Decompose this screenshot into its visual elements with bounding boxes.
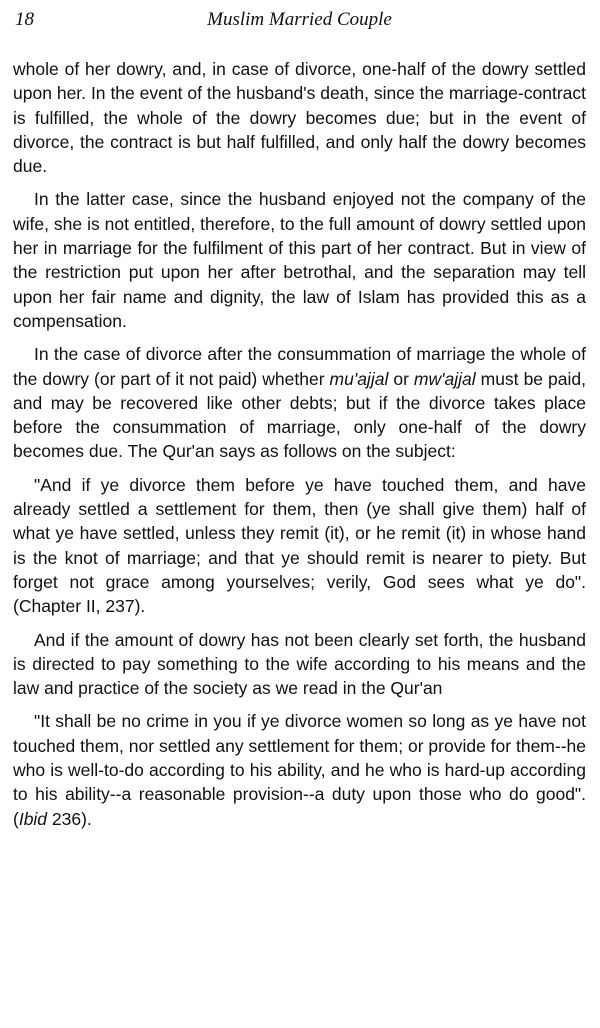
term-mwajjal: mw'ajjal (413, 368, 476, 389)
paragraph-text: whole of her dowry, and, in case of divorce, one-half of the dowry settled upon her. In the event of the husband's death, since the marriage-contract is fulfilled, the whole of the dowry becomes due; but in the event of divorce, the contract is but half fulfilled, and only half the dowry becomes due. (13, 59, 586, 177)
quote-ibid-236 (13, 709, 586, 830)
quote-text: 236). (47, 808, 92, 829)
paragraph-latter-case (13, 187, 586, 333)
running-title: Muslim Married Couple (207, 9, 392, 30)
paragraph-text: In the latter case, since the husband enjoyed not the company of the wife, she is not entitled, therefore, to the full amount of dowry settled upon her in marriage for the fulfilment of this part of her contract. But in view of the restriction put upon her after betrothal, and the separation may tell upon her fair name and dignity, the law of Islam has provided this as a compensation. (13, 189, 586, 331)
body-text (13, 57, 586, 831)
paragraph-text: And if the amount of dowry has not been clearly set forth, the husband is directed to pay something to the wife according to his means and the law and practice of the society as we read in the Qur'an (13, 629, 586, 699)
citation-ibid: Ibid (18, 808, 48, 829)
page-number: 18 (15, 9, 34, 30)
paragraph-divorce-after-consummation (13, 342, 586, 463)
paragraph-unspecified-dowry (13, 628, 586, 701)
quote-chapter-ii-237 (13, 473, 586, 619)
paragraph-text: or (388, 368, 414, 389)
running-head (13, 0, 586, 40)
paragraph-text: In the case of divorce after the consummation of marriage the whole of the dowry (or part of it not paid) whether (13, 344, 586, 389)
paragraph-text: must be paid, and may be recovered like other debts; but if the divorce takes place before the consummation of marriage, only one-half of the dowry becomes due. The Qur'an says as follows on the subject: (13, 368, 586, 462)
quote-text: "And if ye divorce them before ye have touched them, and have already settled a settlement for them, then (ye shall give them) half of what ye have settled, unless they remit (it), or he remit (it) in whose hand is the knot of marriage; and that ye should remit is nearer to piety. But forget not grace among yourselves; verily, God sees what ye do". (Chapter II, 237). (13, 474, 586, 617)
quote-text: "It shall be no crime in you if ye divorce women so long as ye have not touched them, nor settled any settlement for them; or provide for them--he who is well-to-do according to his ability, and he who is hard-up according to his ability--a reasonable provision--a duty upon those who do good". ( (13, 711, 586, 829)
term-muajjal: mu'ajjal (329, 368, 389, 389)
paragraph-dowry-continued (13, 57, 586, 178)
